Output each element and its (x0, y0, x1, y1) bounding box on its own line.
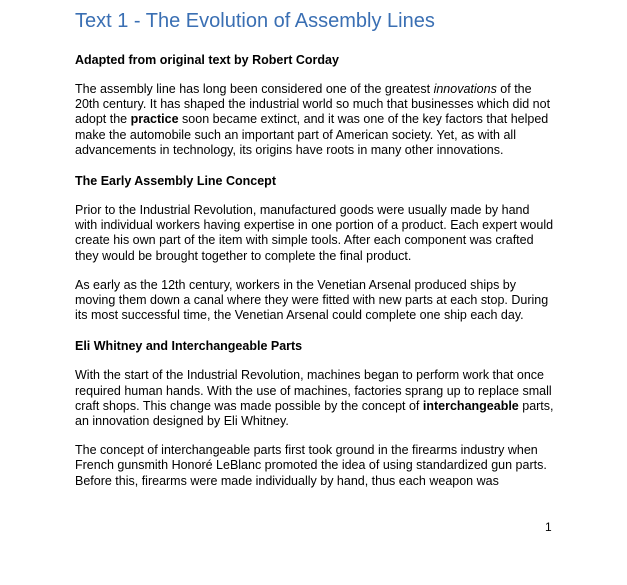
page-number: 1 (545, 520, 552, 534)
document-title: Text 1 - The Evolution of Assembly Lines (75, 10, 435, 32)
section-heading-early-concept: The Early Assembly Line Concept (75, 174, 276, 189)
eli-whitney-paragraph-2: The concept of interchangeable parts first took ground in the firearms industry when French gunsmith Honoré LeBlanc promoted the idea of using standardized gun parts. Before this, firearms were made individually by hand, thus each weapon was (75, 443, 547, 488)
practice-bold: practice (130, 112, 179, 127)
page-content (75, 8, 555, 489)
intro-text-1: The assembly line has long been considered one of the greatest (75, 82, 434, 96)
intro-paragraph (75, 82, 555, 158)
innovations-emphasis: innovations (433, 82, 497, 96)
intro-text-2: of the 20th century. It has shaped the industrial world so much that businesses which did not adopt the (75, 82, 551, 127)
early-concept-paragraph-1: Prior to the Industrial Revolution, manufactured goods were usually made by hand with individual workers having expertise in one portion of a product. Each expert would create his own part of the item with simple tools. After each component was crafted they would be brought together to complete the final product. (75, 203, 554, 263)
early-concept-paragraph-2: As early as the 12th century, workers in the Venetian Arsenal produced ships by moving them down a canal where they were fitted with new parts at each stop. During its most successful time, the Venetian Arsenal could complete one ship each day. (75, 277, 549, 323)
attribution: Adapted from original text by Robert Corday (75, 53, 339, 67)
whitney-text-2: parts, an innovation designed by Eli Whitney. (75, 398, 554, 429)
eli-whitney-paragraph-1 (75, 368, 555, 429)
whitney-text-1: With the start of the Industrial Revolution, machines began to perform work that once required human hands. With the use of machines, factories sprang up to replace small craft shops. This change was made possible by the concept of (75, 368, 552, 413)
section-heading-eli-whitney: Eli Whitney and Interchangeable Parts (75, 339, 303, 354)
intro-text-3: soon became extinct, and it was one of the key factors that helped make the automobile such an important part of American society. Yet, as with all advancements in technology, its origins have roots in many other innovations. (75, 112, 549, 157)
interchangeable-bold: interchangeable (422, 398, 519, 413)
